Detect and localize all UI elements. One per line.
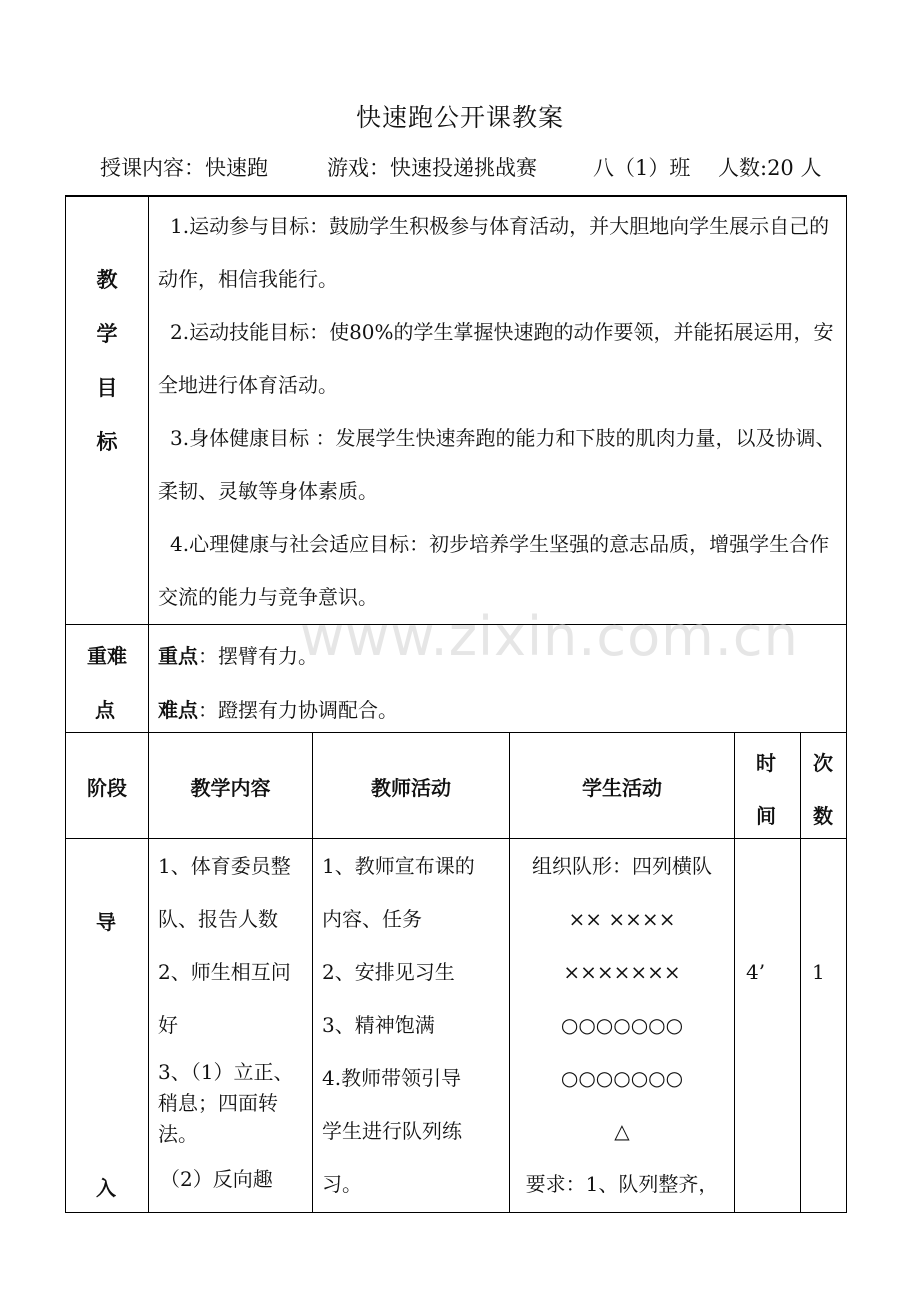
header-reps-1: 次: [813, 751, 833, 775]
watermark: www.zixin.com.cn: [300, 605, 799, 668]
teacher-line: 1、教师宣布课的: [322, 854, 475, 878]
header-time-2: 间: [756, 804, 776, 828]
content-line: 2、师生相互问: [158, 960, 291, 984]
teacher-line: 4.教师带领引导: [322, 1066, 462, 1090]
student-line: 要求：1、队列整齐，: [525, 1172, 719, 1196]
student-line: ×××××××: [563, 960, 681, 984]
page-title: 快速跑公开课教案: [355, 103, 564, 132]
content-line: （2）反向趣: [160, 1167, 273, 1191]
teacher-line: 2、安排见习生: [322, 960, 455, 984]
student-line: 组织队形：四列横队: [532, 854, 712, 878]
stage-intro-bottom: 入: [96, 1176, 116, 1200]
student-count: 人数:20 人: [718, 156, 822, 180]
game-name: 游戏：快速投递挑战赛: [327, 156, 537, 180]
goal-item: 3.身体健康目标 ：发展学生快速奔跑的能力和下肢的肌肉力量，以及协调、柔韧、灵敏等身体素质。: [158, 426, 836, 503]
student-cell: [510, 840, 734, 1211]
teacher-line: 内容、任务: [322, 907, 422, 931]
content-cell-small: [158, 1057, 293, 1150]
content-line: 1、体育委员整: [158, 854, 291, 878]
content-line: 法。: [158, 1122, 198, 1146]
focus-label: 重点: [158, 644, 198, 668]
header-content: 教学内容: [190, 775, 271, 800]
content-line: 好: [158, 1013, 178, 1037]
content-line: 3、（1）立正、: [158, 1060, 294, 1084]
difficulty-label: 难点: [158, 698, 198, 722]
content-line: 队、报告人数: [158, 907, 278, 931]
header-student: 学生活动: [582, 775, 662, 800]
keypoints-label-2: 点: [95, 698, 115, 722]
content-line: 稍息；四面转: [158, 1091, 278, 1115]
stage-intro-top: 导: [96, 910, 116, 934]
time-value: 4’: [746, 960, 766, 984]
teacher-cell: [322, 840, 475, 1211]
lesson-content: 授课内容：快速跑: [100, 156, 268, 180]
teacher-line: 学生进行队列练: [322, 1119, 462, 1143]
focus-line: [158, 640, 318, 669]
reps-value: 1: [812, 960, 825, 984]
teacher-line: 习。: [322, 1172, 362, 1196]
teacher-line: 3、精神饱满: [322, 1013, 435, 1037]
student-line: △: [614, 1119, 630, 1143]
student-line: ×× ××××: [568, 907, 676, 931]
goal-item: 2.运动技能目标：使80%的学生掌握快速跑的动作要领，并能拓展运用，安全地进行体育活动。: [158, 320, 834, 397]
difficulty-line: [158, 694, 398, 723]
header-stage: 阶段: [87, 775, 127, 800]
keypoints-label: 重难: [87, 644, 127, 668]
class-name: 八（1）班: [593, 156, 691, 180]
student-line: ○○○○○○○: [560, 1013, 684, 1037]
goal-item: 1.运动参与目标：鼓励学生积极参与体育活动，并大胆地向学生展示自己的动作，相信我能行。: [158, 214, 830, 291]
header-reps-2: 数: [813, 804, 833, 828]
goal-item: 4.心理健康与社会适应目标：初步培养学生坚强的意志品质，增强学生合作交流的能力与竞争意识。: [158, 532, 830, 609]
header-teacher: 教师活动: [371, 775, 451, 800]
header-time-1: 时: [756, 751, 776, 775]
difficulty-text: ：蹬摆有力协调配合。: [198, 698, 398, 722]
content-cell: [158, 840, 291, 1052]
focus-text: ：摆臂有力。: [198, 644, 318, 668]
student-line: ○○○○○○○: [560, 1066, 684, 1090]
